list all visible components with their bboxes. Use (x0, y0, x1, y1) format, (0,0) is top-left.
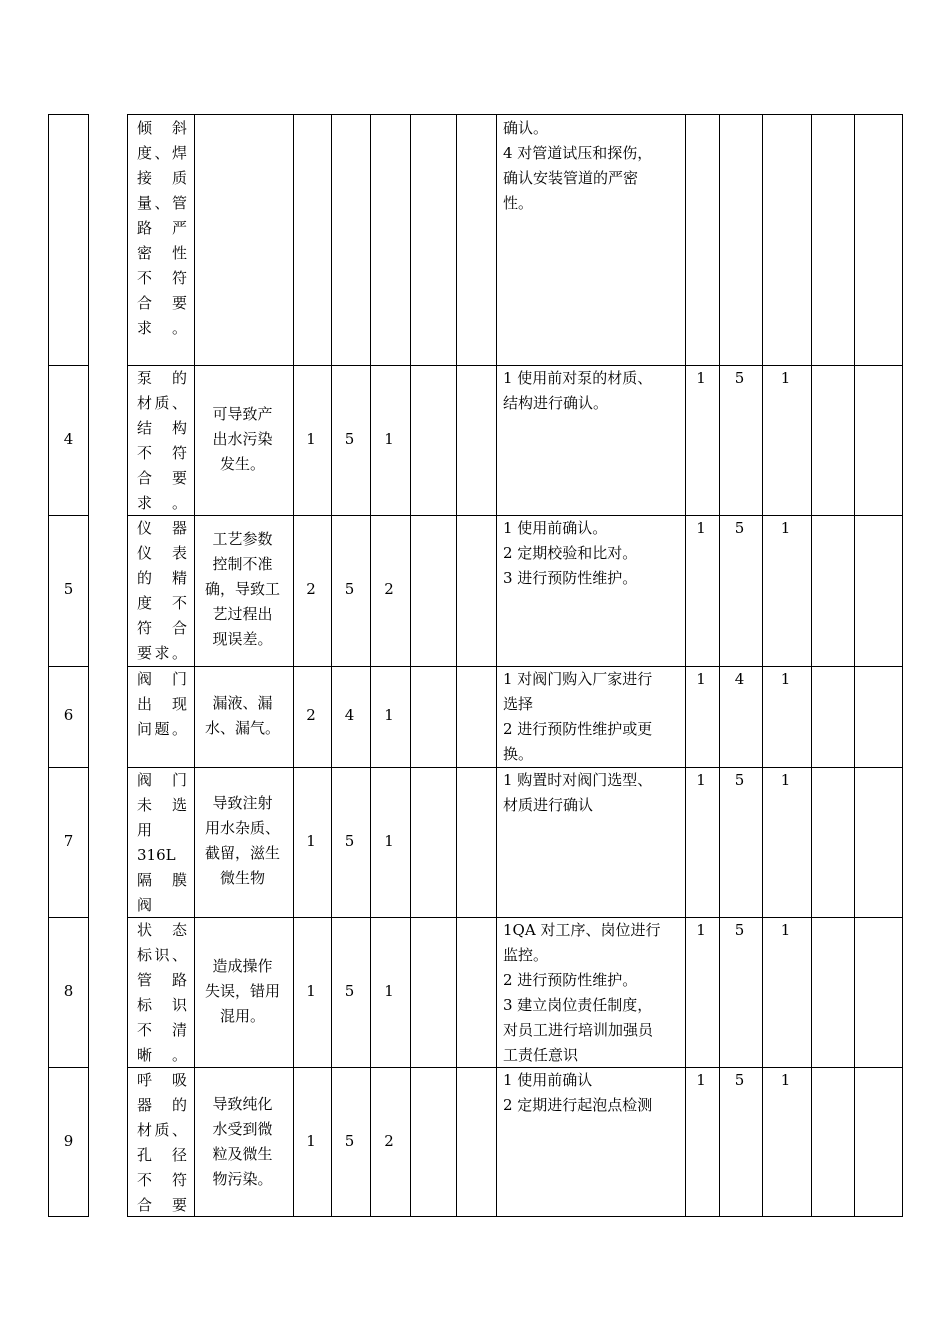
hazard-line: 问题。 (137, 720, 187, 738)
measure-line: 2 定期校验和比对。 (503, 544, 638, 562)
residual-score-s2: 1 (696, 770, 706, 789)
hazard-cell (127, 766, 193, 916)
control-measures-cell (495, 114, 684, 364)
initial-score-o: 4 (344, 706, 355, 724)
consequence-cell (193, 514, 292, 665)
hazard-line: 孔径 (137, 1146, 187, 1164)
measure-line: 1 购置时对阀门选型、 (503, 771, 653, 789)
consequence-line: 现误差。 (212, 630, 273, 648)
consequence-cell (193, 665, 292, 766)
residual-score-s2 (684, 114, 718, 140)
measure-line: 确认安装管道的严密 (503, 169, 639, 187)
measure-line: 4 对管道试压和探伤， (503, 144, 653, 162)
measure-line: 1QA 对工序、岗位进行 (503, 921, 661, 939)
consequence-line: 确，导致工 (204, 580, 280, 598)
hazard-line: 不符 (137, 1171, 187, 1189)
hazard-line: 阀 (137, 896, 153, 914)
measure-line: 3 建立岗位责任制度， (503, 996, 653, 1014)
residual-score-d2: 1 (780, 1070, 791, 1089)
hazard-line: 的 精 (137, 569, 187, 587)
residual-score-s2: 1 (696, 920, 706, 939)
row-number: 9 (63, 1132, 74, 1150)
residual-score-o2: 5 (734, 368, 745, 387)
initial-score-d: 1 (384, 429, 394, 448)
measure-line: 1 使用前对泵的材质、 (503, 369, 653, 387)
initial-score-o: 5 (344, 981, 355, 1000)
initial-score-o: 5 (344, 429, 355, 448)
hazard-line: 管 路 (137, 971, 187, 989)
consequence-cell (193, 766, 292, 916)
initial-score-d: 1 (384, 706, 394, 724)
hazard-line: 状 态 (137, 921, 187, 939)
hazard-line: 度 不 (137, 594, 187, 612)
hazard-line: 316L (137, 846, 176, 864)
hazard-line: 呼吸 (137, 1071, 187, 1089)
hazard-line: 不 清 (137, 1021, 187, 1039)
measure-line: 1 使用前确认。 (503, 519, 608, 537)
residual-score-s2: 1 (696, 669, 706, 688)
initial-score-o: 5 (344, 580, 355, 598)
hazard-line: 量、管 (137, 194, 187, 212)
consequence-text (205, 791, 280, 891)
initial-score-s: 1 (306, 429, 316, 448)
hazard-line: 求。 (137, 494, 187, 512)
consequence-text (205, 691, 280, 741)
consequence-line: 发生。 (219, 454, 265, 473)
initial-score-o (330, 114, 369, 364)
hazard-line: 阀 门 (137, 670, 187, 688)
consequence-cell (193, 916, 292, 1066)
hazard-cell (127, 1066, 193, 1217)
control-measures-cell (495, 766, 684, 916)
row-number: 4 (63, 429, 74, 448)
hazard-line: 材质、 (137, 394, 187, 412)
hazard-cell (127, 916, 193, 1066)
initial-score-o: 5 (344, 831, 355, 850)
hazard-line: 材质、 (137, 1121, 187, 1139)
hazard-cell (127, 114, 193, 364)
residual-score-o2: 5 (734, 920, 745, 939)
consequence-line: 艺过程出 (212, 605, 273, 623)
measure-line: 换。 (503, 745, 534, 763)
consequence-line: 导致注射 (212, 794, 273, 812)
hazard-line: 未 选 (137, 796, 187, 814)
consequence-cell (193, 114, 292, 364)
measure-line: 工责任意识 (503, 1046, 579, 1064)
control-measures-cell (495, 916, 684, 1066)
residual-score-o2: 5 (734, 518, 745, 537)
hazard-line: 密 性 (137, 244, 187, 262)
hazard-line: 符 合 (137, 619, 187, 637)
initial-score-s: 2 (306, 580, 316, 598)
control-measures-cell (495, 514, 684, 665)
initial-score-s: 2 (306, 706, 316, 724)
hazard-line: 隔 膜 (137, 871, 187, 889)
measure-line: 2 进行预防性维护或更 (503, 720, 653, 738)
residual-score-d2: 1 (780, 368, 791, 387)
consequence-text (205, 527, 280, 652)
hazard-line: 出 现 (137, 695, 187, 713)
hazard-line: 倾 斜 (137, 119, 187, 137)
hazard-cell (127, 514, 193, 665)
residual-score-d2 (761, 114, 810, 140)
hazard-line: 合要 (137, 1196, 187, 1214)
residual-score-s2: 1 (696, 518, 706, 537)
measure-line: 2 进行预防性维护。 (503, 971, 638, 989)
initial-score-d (369, 114, 409, 364)
row-number: 7 (63, 831, 74, 850)
measure-line: 性。 (503, 194, 534, 212)
consequence-line: 可导致产 (212, 404, 273, 423)
row-number: 8 (63, 981, 74, 1000)
hazard-line: 用 (137, 821, 153, 839)
control-measures-cell (495, 665, 684, 766)
row-number: 5 (63, 580, 74, 598)
initial-score-s: 1 (306, 831, 316, 850)
measure-line: 2 定期进行起泡点检测 (503, 1096, 653, 1114)
consequence-line: 导致纯化 (212, 1094, 273, 1113)
measure-line: 对员工进行培训加强员 (503, 1021, 654, 1039)
measure-line: 材质进行确认 (503, 796, 594, 814)
initial-score-d: 1 (384, 831, 394, 850)
consequence-line: 失误，错用 (204, 981, 280, 1000)
consequence-line: 造成操作 (212, 956, 273, 975)
hazard-line: 路 严 (137, 219, 187, 237)
hazard-line: 不 符 (137, 269, 187, 287)
hazard-line: 不 符 (137, 444, 187, 462)
consequence-line: 混用。 (219, 1006, 265, 1025)
initial-score-s: 1 (306, 1132, 316, 1150)
hazard-line: 泵 的 (137, 369, 187, 387)
residual-score-o2: 4 (734, 669, 745, 688)
measure-line: 选择 (503, 695, 534, 713)
hazard-line: 器的 (137, 1096, 187, 1114)
measure-line: 3 进行预防性维护。 (503, 569, 638, 587)
consequence-text (212, 1092, 272, 1192)
hazard-line: 标识、 (137, 946, 187, 964)
initial-score-o: 5 (344, 1132, 355, 1150)
measure-line: 确认。 (503, 119, 549, 137)
control-measures-cell (495, 364, 684, 514)
measure-line: 1 对阀门购入厂家进行 (503, 670, 653, 688)
hazard-line: 仪 器 (137, 519, 187, 537)
consequence-line: 截留，滋生 (204, 844, 280, 862)
consequence-line: 粒及微生 (212, 1144, 273, 1163)
row-number (48, 114, 89, 364)
measure-line: 1 使用前确认 (503, 1071, 593, 1089)
consequence-line: 用水杂质、 (204, 819, 280, 837)
row-number: 6 (63, 706, 74, 724)
hazard-line: 结 构 (137, 419, 187, 437)
hazard-line: 阀 门 (137, 771, 187, 789)
consequence-text (205, 954, 280, 1029)
hazard-line: 求。 (137, 319, 187, 337)
hazard-line: 合 要 (137, 469, 187, 487)
consequence-line: 水受到微 (212, 1119, 273, 1138)
initial-score-d: 2 (384, 1132, 394, 1150)
consequence-line: 水、漏气。 (204, 718, 280, 737)
hazard-line: 接 质 (137, 169, 187, 187)
initial-score-s: 1 (306, 981, 316, 1000)
consequence-cell (193, 1066, 292, 1217)
consequence-line: 物污染。 (212, 1169, 273, 1188)
consequence-line: 微生物 (219, 869, 265, 887)
residual-score-o2: 5 (734, 1070, 745, 1089)
residual-score-s2: 1 (696, 1070, 706, 1089)
hazard-cell (127, 665, 193, 766)
hazard-line: 要求。 (137, 644, 187, 662)
hazard-line: 标 识 (137, 996, 187, 1014)
hazard-cell (127, 364, 193, 514)
hazard-line: 晰。 (137, 1046, 187, 1064)
consequence-line: 出水污染 (212, 429, 273, 448)
hazard-line: 仪 表 (137, 544, 187, 562)
residual-score-d2: 1 (780, 669, 791, 688)
consequence-line: 控制不准 (212, 555, 273, 573)
initial-score-d: 2 (384, 580, 394, 598)
initial-score-d: 1 (384, 981, 394, 1000)
residual-score-s2: 1 (696, 368, 706, 387)
residual-score-d2: 1 (780, 770, 791, 789)
residual-score-d2: 1 (780, 920, 791, 939)
consequence-line: 工艺参数 (212, 530, 273, 548)
residual-score-d2: 1 (780, 518, 791, 537)
residual-score-o2 (718, 114, 761, 140)
control-measures-cell (495, 1066, 684, 1217)
measure-line: 结构进行确认。 (503, 394, 609, 412)
measure-line: 监控。 (503, 946, 549, 964)
initial-score-s (292, 114, 330, 364)
hazard-line: 合 要 (137, 294, 187, 312)
residual-score-o2: 5 (734, 770, 745, 789)
consequence-cell (193, 364, 292, 514)
consequence-text (212, 402, 272, 477)
consequence-line: 漏液、漏 (212, 693, 273, 712)
hazard-line: 度、焊 (137, 144, 187, 162)
